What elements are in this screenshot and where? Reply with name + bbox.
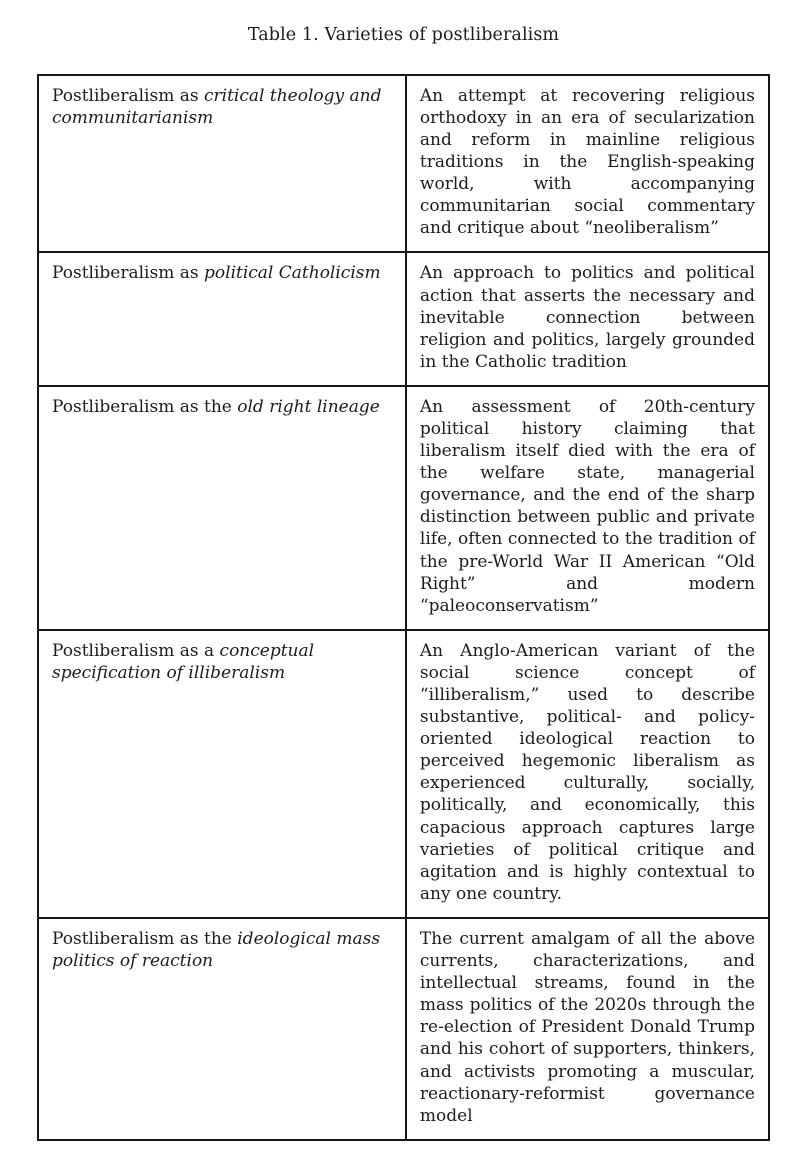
- term-cell: [38, 386, 406, 630]
- varieties-table: [37, 74, 770, 1141]
- definition-cell: [406, 75, 769, 253]
- definition-text: An approach to politics and political action that asserts the necessary and inevitable connection between religion and politics, largely grounded in the Catholic tradition: [419, 263, 755, 372]
- definition-text: An Anglo-American variant of the social science concept of “illiberalism,” used to describe substantive, political- and policy-oriented ideological reaction to perceived hegemonic liberalism as experienced culturally, socially, politically, and economically, this capacious approach captures large varieties of political critique and agitation and is highly contextual to any one country.: [419, 640, 755, 904]
- term-italic: critical theology and communitarianism: [52, 85, 382, 128]
- term-cell: [38, 630, 406, 918]
- definition-cell: [406, 918, 769, 1140]
- term-cell: [38, 918, 406, 1140]
- term-italic: ideological mass politics of reaction: [52, 928, 381, 972]
- term-italic: old right lineage: [237, 396, 380, 417]
- term-prefix: Postliberalism as the: [52, 396, 238, 417]
- term-prefix: Postliberalism as: [52, 85, 205, 106]
- term-prefix: Postliberalism as a: [52, 640, 220, 661]
- term-cell: [38, 252, 406, 385]
- table-row: [38, 75, 769, 253]
- table-row: [38, 918, 769, 1140]
- definition-cell: [406, 630, 769, 918]
- table-row: [38, 386, 769, 630]
- table-caption: Table 1. Varieties of postliberalism: [247, 25, 560, 45]
- term-prefix: Postliberalism as: [52, 263, 205, 284]
- term-prefix: Postliberalism as the: [52, 928, 238, 949]
- term-cell: [38, 75, 406, 253]
- definition-text: An assessment of 20th-century political history claiming that liberalism itself died with the era of the welfare state, managerial governance, and the end of the sharp distinction between public and private life, often connected to the tradition of the pre-World War II American “Old Right” and modern “paleoconservatism”: [419, 396, 755, 616]
- term-italic: political Catholicism: [204, 263, 381, 284]
- definition-cell: [406, 386, 769, 630]
- table-row: [38, 252, 769, 385]
- definition-text: The current amalgam of all the above currents, characterizations, and intellectual streams, found in the mass politics of the 2020s through the re-election of President Donald Trump and his cohort of supporters, thinkers, and activists promoting a muscular, reactionary-reformist governance model: [419, 928, 755, 1126]
- table-row: [38, 630, 769, 918]
- definition-cell: [406, 252, 769, 385]
- definition-text: An attempt at recovering religious orthodoxy in an era of secularization and reform in mainline religious traditions in the English-speaking world, with accompanying communitarian social commentary and critique about “neoliberalism”: [419, 85, 755, 239]
- term-italic: conceptual specification of illiberalism: [52, 640, 315, 683]
